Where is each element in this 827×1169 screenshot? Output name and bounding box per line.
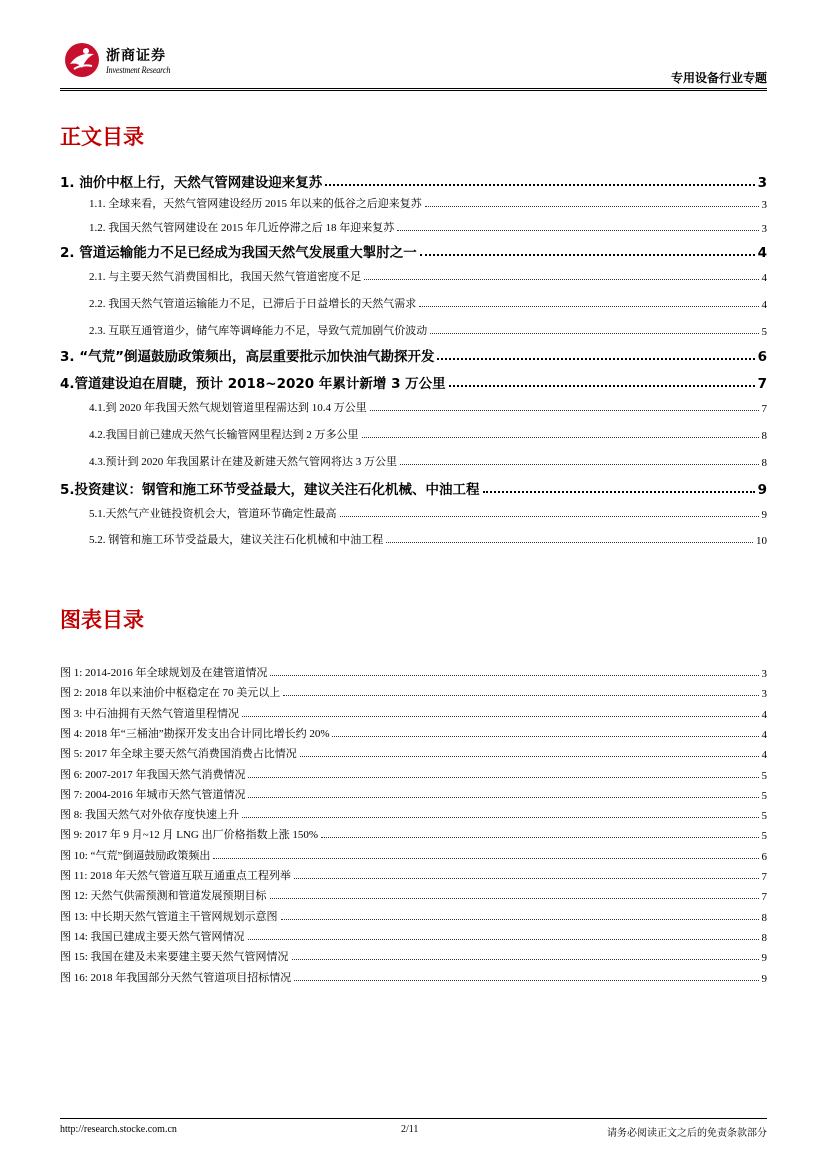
toc-entry-title: 5.投资建议：钢管和施工环节受益最大，建议关注石化机械、中油工程 — [60, 482, 480, 498]
figure-entry-page: 8 — [761, 911, 767, 924]
toc-entry-page: 7 — [761, 403, 767, 415]
figure-dot-leader — [270, 675, 758, 676]
figure-entry-title: 图 10: “气荒”倒逼鼓励政策频出 — [60, 849, 211, 862]
toc-dot-leader — [397, 230, 758, 231]
toc-entry-title: 5.2. 钢管和施工环节受益最大，建议关注石化机械和中油工程 — [89, 534, 384, 546]
toc-entry-page: 4 — [761, 272, 767, 284]
toc-entry-title: 2.2. 我国天然气管道运输能力不足，已滞后于日益增长的天然气需求 — [89, 298, 417, 310]
figure-list-entry[interactable] — [60, 784, 767, 802]
figure-entry-title: 图 2: 2018 年以来油价中枢稳定在 70 美元以上 — [60, 687, 281, 700]
toc-section-entry[interactable] — [89, 397, 767, 415]
figure-entry-title: 图 6: 2007-2017 年我国天然气消费情况 — [60, 768, 246, 781]
figure-entry-title: 图 11: 2018 年天然气管道互联互通重点工程列举 — [60, 870, 291, 882]
page-number: 2/11 — [401, 1124, 419, 1135]
toc-chapter-entry[interactable] — [60, 343, 767, 365]
toc-entry-page: 3 — [761, 199, 767, 211]
toc-section-entry[interactable] — [89, 293, 767, 311]
figure-dot-leader — [248, 939, 759, 940]
toc-section-entry[interactable] — [89, 451, 767, 469]
figure-entry-page: 8 — [761, 931, 767, 944]
toc-dot-leader — [449, 385, 755, 387]
figure-entry-page: 4 — [761, 749, 767, 762]
toc-entry-title: 3. “气荒”倒逼鼓励政策频出，高层重要批示加快油气勘探开发 — [60, 349, 435, 365]
figure-entry-page: 7 — [761, 891, 767, 904]
figure-entry-page: 5 — [761, 830, 767, 843]
toc-section-entry[interactable] — [89, 503, 767, 521]
toc-entry-title: 1.1. 全球来看，天然气管网建设经历 2015 年以来的低谷之后迎来复苏 — [89, 198, 422, 210]
toc-dot-leader — [400, 464, 759, 465]
toc-dot-leader — [364, 279, 758, 280]
figure-dot-leader — [292, 959, 759, 960]
footer-url[interactable]: http://research.stocke.com.cn — [60, 1124, 177, 1135]
figure-entry-page: 5 — [761, 810, 767, 823]
toc-section-entry[interactable] — [89, 217, 767, 235]
toc-dot-leader — [483, 491, 755, 493]
figure-entry-title: 图 12: 天然气供需预测和管道发展预期目标 — [60, 890, 267, 903]
toc-dot-leader — [437, 358, 754, 360]
company-name-en: Investment Research — [106, 66, 171, 76]
figure-dot-leader — [270, 898, 759, 899]
figure-list-entry[interactable] — [60, 926, 767, 944]
toc-chapter-entry[interactable] — [60, 370, 767, 392]
figure-list-entry[interactable] — [60, 906, 767, 924]
toc-entry-page: 4 — [761, 299, 767, 311]
disclaimer-note: 请务必阅读正文之后的免责条款部分 — [607, 1128, 767, 1139]
toc-dot-leader — [370, 410, 759, 411]
toc-entry-title: 2.3. 互联互通管道少，储气库等调峰能力不足，导致气荒加剧气价波动 — [89, 325, 428, 337]
figure-list-entry[interactable] — [60, 743, 767, 761]
figure-entry-page: 5 — [761, 789, 767, 802]
footer-rule — [60, 1118, 767, 1119]
company-logo-icon — [64, 42, 100, 78]
toc-section-entry[interactable] — [89, 424, 767, 442]
toc-dot-leader — [340, 516, 759, 517]
figure-entry-page: 7 — [761, 871, 767, 883]
figure-list-entry[interactable] — [60, 662, 767, 680]
figure-list-entry[interactable] — [60, 723, 767, 741]
toc-entry-page: 5 — [761, 326, 767, 338]
toc-entry-page: 9 — [761, 509, 767, 521]
toc-entry-page: 8 — [761, 430, 767, 442]
figure-dot-leader — [213, 858, 758, 859]
figure-dot-leader — [294, 980, 758, 981]
toc-entry-title: 2.1. 与主要天然气消费国相比，我国天然气管道密度不足 — [89, 271, 362, 283]
figure-entry-page: 5 — [761, 769, 767, 782]
toc-dot-leader — [425, 206, 759, 207]
figure-list-entry[interactable] — [60, 865, 767, 883]
toc-section-entry[interactable] — [89, 266, 767, 284]
figure-entry-page: 3 — [761, 668, 767, 680]
figure-dot-leader — [248, 777, 758, 778]
toc-entry-page: 9 — [757, 482, 767, 498]
toc-entry-page: 6 — [757, 349, 767, 365]
figure-entry-title: 图 13: 中长期天然气管道主干管网规划示意图 — [60, 910, 278, 923]
toc-entry-page: 4 — [757, 245, 767, 261]
figure-entry-title: 图 5: 2017 年全球主要天然气消费国消费占比情况 — [60, 748, 297, 761]
figure-list-entry[interactable] — [60, 703, 767, 721]
figure-entry-title: 图 9: 2017 年 9 月~12 月 LNG 出厂价格指数上涨 150% — [60, 829, 319, 842]
toc-dot-leader — [386, 542, 753, 543]
figure-list-entry[interactable] — [60, 845, 767, 863]
toc-dot-leader — [419, 306, 758, 307]
figure-dot-leader — [283, 695, 758, 696]
figure-entry-title: 图 7: 2004-2016 年城市天然气管道情况 — [60, 788, 246, 801]
figure-list-entry[interactable] — [60, 885, 767, 903]
toc-entry-title: 4.1.到 2020 年我国天然气规划管道里程需达到 10.4 万公里 — [89, 402, 367, 414]
figure-entry-page: 6 — [761, 850, 767, 863]
toc-entry-title: 4.2.我国目前已建成天然气长输管网里程达到 2 万多公里 — [89, 429, 359, 441]
toc-section-entry[interactable] — [89, 320, 767, 338]
page-header — [0, 0, 827, 90]
toc-entry-title: 1. 油价中枢上行，天然气管网建设迎来复苏 — [60, 175, 323, 191]
figure-entry-title: 图 1: 2014-2016 年全球规划及在建管道情况 — [60, 667, 268, 679]
toc-entry-page: 8 — [761, 457, 767, 469]
toc-entry-title: 4.3.预计到 2020 年我国累计在建及新建天然气管网将达 3 万公里 — [89, 456, 397, 468]
toc-entry-page: 10 — [756, 535, 767, 547]
toc-dot-leader — [325, 184, 754, 186]
figure-entry-title: 图 8: 我国天然气对外依存度快速上升 — [60, 809, 240, 822]
toc-entry-page: 3 — [761, 223, 767, 235]
figure-list-entry[interactable] — [60, 967, 767, 985]
figure-entry-page: 9 — [761, 952, 767, 965]
toc-title: 正文目录 — [60, 125, 144, 149]
figure-dot-leader — [332, 736, 758, 737]
toc-dot-leader — [430, 333, 758, 334]
header-rule-secondary — [60, 90, 767, 91]
toc-entry-title: 2. 管道运输能力不足已经成为我国天然气发展重大掣肘之一 — [60, 245, 417, 261]
toc-dot-leader — [420, 254, 755, 256]
figure-entry-page: 9 — [761, 972, 767, 985]
toc-chapter-entry[interactable] — [60, 476, 767, 498]
figure-entry-title: 图 3: 中石油拥有天然气管道里程情况 — [60, 707, 240, 720]
figure-dot-leader — [300, 756, 759, 757]
figure-list-entry[interactable] — [60, 764, 767, 782]
toc-entry-page: 7 — [757, 376, 767, 392]
figure-dot-leader — [294, 878, 759, 879]
header-rule — [60, 88, 767, 89]
figure-entry-title: 图 4: 2018 年“三桶油”勘探开发支出合计同比增长约 20% — [60, 727, 330, 740]
figure-entry-page: 4 — [761, 708, 767, 721]
figure-dot-leader — [248, 797, 758, 798]
figure-dot-leader — [242, 817, 758, 818]
figure-entry-title: 图 16: 2018 年我国部分天然气管道项目招标情况 — [60, 971, 292, 984]
toc-entry-title: 4.管道建设迫在眉睫，预计 2018~2020 年累计新增 3 万公里 — [60, 376, 446, 392]
company-name-cn: 浙商证券 — [106, 48, 166, 64]
figure-list-entry[interactable] — [60, 682, 767, 700]
figure-list-entry[interactable] — [60, 824, 767, 842]
figure-list-title: 图表目录 — [60, 608, 144, 632]
figure-dot-leader — [321, 837, 758, 838]
figure-dot-leader — [242, 716, 758, 717]
toc-section-entry[interactable] — [89, 529, 767, 547]
figure-entry-page: 3 — [761, 688, 767, 701]
report-type: 专用设备行业专题 — [670, 71, 767, 85]
toc-entry-page: 3 — [757, 175, 767, 191]
toc-chapter-entry[interactable] — [60, 239, 767, 261]
toc-entry-title: 5.1.天然气产业链投资机会大，管道环节确定性最高 — [89, 508, 337, 520]
figure-list-entry[interactable] — [60, 804, 767, 822]
figure-entry-title: 图 14: 我国已建成主要天然气管网情况 — [60, 930, 245, 943]
figure-dot-leader — [281, 919, 759, 920]
figure-entry-title: 图 15: 我国在建及未来要建主要天然气管网情况 — [60, 951, 289, 964]
toc-dot-leader — [362, 437, 759, 438]
toc-chapter-entry[interactable] — [60, 169, 767, 191]
toc-section-entry[interactable] — [89, 193, 767, 211]
toc-entry-title: 1.2. 我国天然气管网建设在 2015 年几近停滞之后 18 年迎来复苏 — [89, 222, 395, 234]
figure-entry-page: 4 — [761, 728, 767, 741]
figure-list-entry[interactable] — [60, 946, 767, 964]
